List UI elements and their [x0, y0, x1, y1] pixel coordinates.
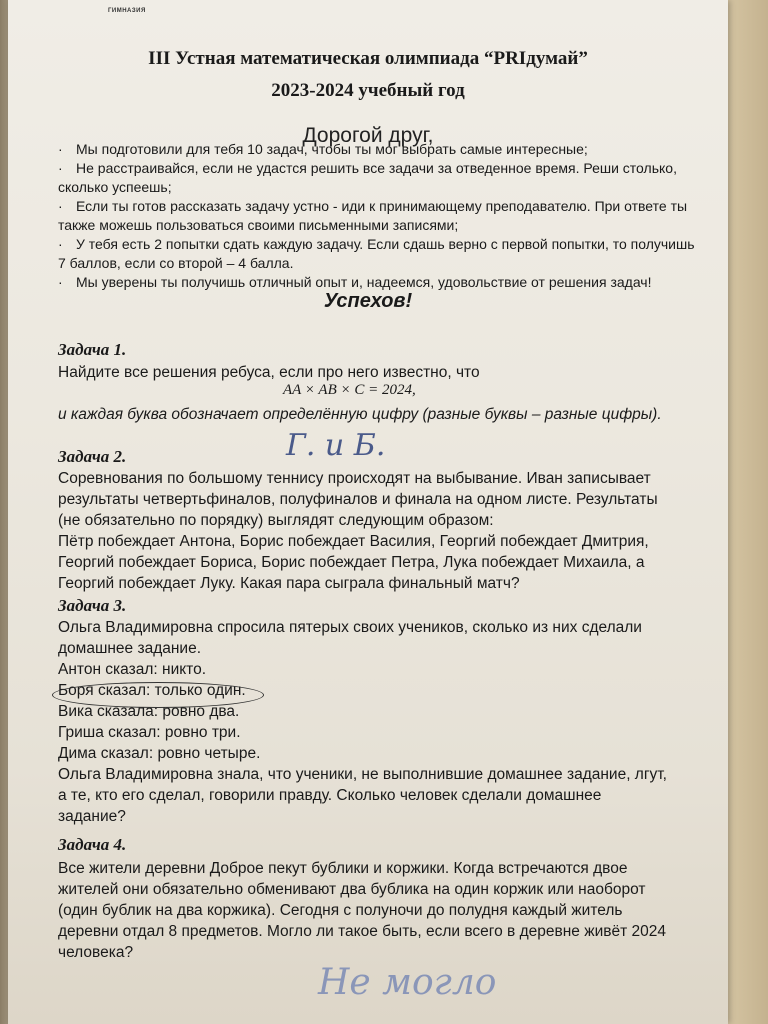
task-3-text	[58, 617, 668, 827]
task-3-statement: Гриша сказал: ровно три.	[58, 724, 241, 741]
bullet-item: · Мы подготовили для тебя 10 задач, чтобы ты мог выбрать самые интересные;	[58, 141, 588, 157]
task-3-statement: Боря сказал: только один.	[58, 682, 246, 699]
bullet-item: · У тебя есть 2 попытки сдать каждую задачу. Если сдашь верно с первой попытки, то получишь 7 баллов, если со второй – 4 балла.	[58, 236, 695, 271]
task-1-condition: и каждая буква обозначает определённую цифру (разные буквы – разные цифры).	[58, 406, 662, 423]
intro-bullets	[58, 140, 698, 292]
bullet-item: · Мы уверены ты получишь отличный опыт и, надеемся, удовольствие от решения задач!	[58, 274, 652, 290]
handwritten-note-2: Не могло	[318, 962, 497, 1003]
bullet-item: · Если ты готов рассказать задачу устно - иди к принимающему преподавателю. При ответе ты также можешь пользоваться своими письменными записями;	[58, 198, 688, 233]
task-1-formula: AA × AB × C = 2024,	[283, 382, 416, 398]
bullet-item: · Не расстраивайся, если не удастся решить все задачи за отведенное время. Реши столько, сколько успеешь;	[58, 160, 677, 195]
school-logo: ГИМНАЗИЯ	[108, 8, 146, 14]
title-line-1: III Устная математическая олимпиада “PRIдумай”	[148, 48, 588, 69]
task-3-statement: Вика сказала: ровно два.	[58, 703, 240, 720]
task-4-title: Задача 4.	[58, 835, 127, 854]
pen-circle-mark	[52, 682, 264, 708]
handwritten-note-1: Г. и Б.	[286, 428, 386, 463]
title-line-2: 2023-2024 учебный год	[271, 80, 465, 101]
task-1-text: Найдите все решения ребуса, если про него известно, что	[58, 364, 480, 381]
task-2-paragraph: Пётр побеждает Антона, Борис побеждает Василия, Георгий побеждает Дмитрия, Георгий побеждает Бориса, Борис побеждает Петра, Лука побеждает Михаила, а Георгий побеждает Луку. Какая пара сыграла финальный матч?	[58, 533, 649, 592]
task-2-text	[58, 468, 668, 594]
task-3-paragraph: Ольга Владимировна знала, что ученики, не выполнившие домашнее задание, лгут, а те, кто его сделал, говорили правду. Сколько человек сделали домашнее задание?	[58, 766, 667, 825]
task-3-statement: Дима сказал: ровно четыре.	[58, 745, 261, 762]
task-2-title: Задача 2.	[58, 447, 127, 466]
task-2-paragraph: Соревнования по большому теннису происходят на выбывание. Иван записывает результаты четвертьфиналов, полуфиналов и финала на одном листе. Результаты (не обязательно по порядку) выглядят следующим образом:	[58, 470, 658, 529]
task-3-title: Задача 3.	[58, 596, 127, 615]
task-4-text: Все жители деревни Доброе пекут бублики и коржики. Когда встречаются двое жителей они обязательно обменивают два бублика на один коржик или наоборот (один бублик на два коржика). Сегодня с полуночи до полудня каждый житель деревни отдал 8 предметов. Могло ли такое быть, если всего в деревне живёт 2024 человека?	[58, 860, 666, 961]
task-1-title: Задача 1.	[58, 340, 127, 359]
task-3-paragraph: Ольга Владимировна спросила пятерых своих учеников, сколько из них сделали домашнее задание.	[58, 619, 642, 657]
greeting: Дорогой друг,	[302, 124, 434, 147]
task-3-statement: Антон сказал: никто.	[58, 661, 207, 678]
olympiad-sheet	[8, 0, 728, 1024]
closing-wish: Успехов!	[323, 290, 413, 312]
